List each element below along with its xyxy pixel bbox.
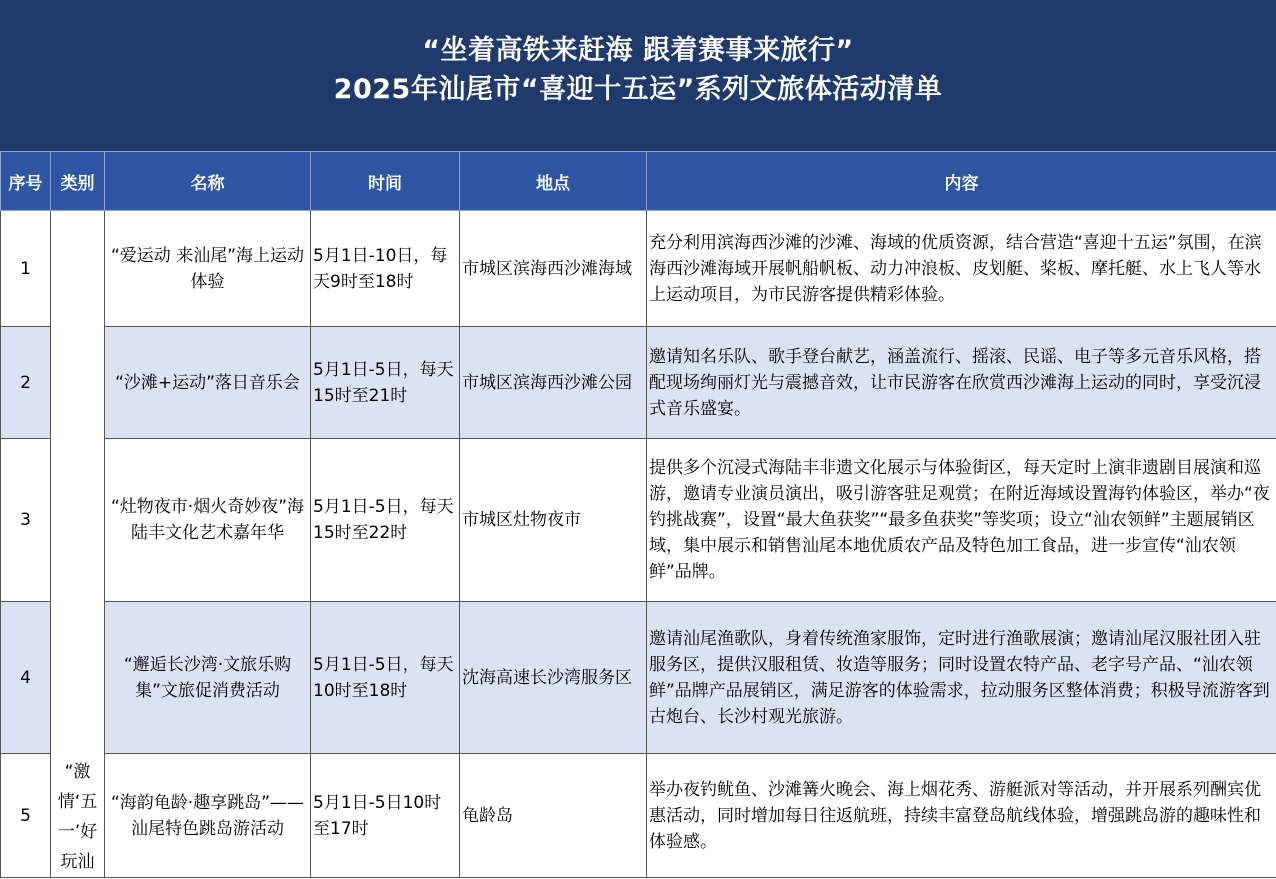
row-location: 龟龄岛 [460, 754, 647, 878]
row-name: “邂逅长沙湾·文旅乐购集”文旅促消费活动 [105, 602, 311, 754]
row-time: 5月1日-10日，每天9时至18时 [311, 211, 460, 327]
title-line-2: 2025年汕尾市“喜迎十五运”系列文旅体活动清单 [333, 74, 943, 105]
row-location: 市城区滨海西沙滩海域 [460, 211, 647, 327]
row-content: 充分利用滨海西沙滩的沙滩、海域的优质资源，结合营造“喜迎十五运”氛围，在滨海西沙滩海域开展帆船帆板、动力冲浪板、皮划艇、桨板、摩托艇、水上飞人等水上运动项目，为市民游客提供精彩体验。 [647, 211, 1276, 327]
table-row [1, 327, 1276, 439]
row-index: 3 [1, 439, 51, 602]
row-location: 市城区滨海西沙滩公园 [460, 327, 647, 439]
table-row [1, 754, 1276, 878]
row-time: 5月1日-5日，每天15时至22时 [311, 439, 460, 602]
row-location: 沈海高速长沙湾服务区 [460, 602, 647, 754]
row-name: “海韵龟龄·趣享跳岛”——汕尾特色跳岛游活动 [105, 754, 311, 878]
row-content: 邀请汕尾渔歌队，身着传统渔家服饰，定时进行渔歌展演；邀请汕尾汉服社团入驻服务区，提供汉服租赁、妆造等服务；同时设置农特产品、老字号产品、“汕农领鲜”品牌产品展销区，满足游客的体验需求，拉动服务区整体消费；积极导流游客到古炮台、长沙村观光旅游。 [647, 602, 1276, 754]
header-location: 地点 [460, 152, 647, 211]
header-index: 序号 [1, 152, 51, 211]
activity-table [0, 151, 1276, 878]
row-content: 邀请知名乐队、歌手登台献艺，涵盖流行、摇滚、民谣、电子等多元音乐风格，搭配现场绚丽灯光与震撼音效，让市民游客在欣赏西沙滩海上运动的同时，享受沉浸式音乐盛宴。 [647, 327, 1276, 439]
row-name: “灶物夜市·烟火奇妙夜”海陆丰文化艺术嘉年华 [105, 439, 311, 602]
row-index: 4 [1, 602, 51, 754]
row-content: 举办夜钓鱿鱼、沙滩篝火晚会、海上烟花秀、游艇派对等活动，并开展系列酬宾优惠活动，同时增加每日往返航班，持续丰富登岛航线体验，增强跳岛游的趣味性和体验感。 [647, 754, 1276, 878]
header-name: 名称 [105, 152, 311, 211]
title-banner [0, 0, 1276, 151]
table-row [1, 439, 1276, 602]
row-time: 5月1日-5日，每天15时至21时 [311, 327, 460, 439]
table-row [1, 211, 1276, 327]
header-time: 时间 [311, 152, 460, 211]
header-content: 内容 [647, 152, 1276, 211]
row-index: 5 [1, 754, 51, 878]
header-row [1, 152, 1276, 211]
header-category: 类别 [51, 152, 105, 211]
category-cell: “激情‘五一’好玩汕 [51, 211, 105, 878]
title-line-1: “坐着高铁来赶海 跟着赛事来旅行” [422, 35, 854, 66]
row-time: 5月1日-5日，每天10时至18时 [311, 602, 460, 754]
row-time: 5月1日-5日10时至17时 [311, 754, 460, 878]
row-index: 2 [1, 327, 51, 439]
table-row [1, 602, 1276, 754]
row-index: 1 [1, 211, 51, 327]
row-content: 提供多个沉浸式海陆丰非遗文化展示与体验街区，每天定时上演非遗剧目展演和巡游，邀请专业演员演出，吸引游客驻足观赏；在附近海域设置海钓体验区，举办“夜钓挑战赛”，设置“最大鱼获奖”“最多鱼获奖”等奖项；设立“汕农领鲜”主题展销区域，集中展示和销售汕尾本地优质农产品及特色加工食品，进一步宣传“汕农领鲜”品牌。 [647, 439, 1276, 602]
row-name: “爱运动 来汕尾”海上运动体验 [105, 211, 311, 327]
row-name: “沙滩+运动”落日音乐会 [105, 327, 311, 439]
row-location: 市城区灶物夜市 [460, 439, 647, 602]
